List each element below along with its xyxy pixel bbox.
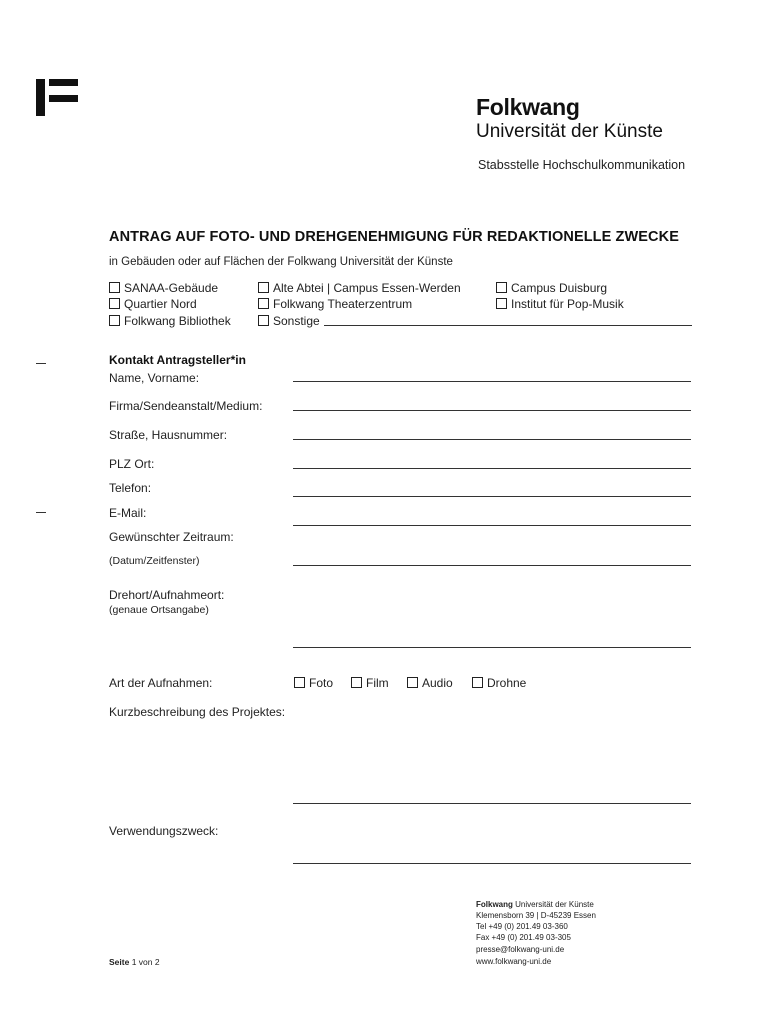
checkbox-icon[interactable] <box>258 282 269 293</box>
type-label: Art der Aufnahmen: <box>109 676 213 690</box>
location-option[interactable]: Sonstige <box>258 314 320 328</box>
street-label: Straße, Hausnummer: <box>109 428 228 442</box>
department-name: Stabsstelle Hochschulkommunikation <box>478 158 686 172</box>
checkbox-icon[interactable] <box>472 677 483 688</box>
checkbox-icon[interactable] <box>351 677 362 688</box>
location-label: Drehort/Aufnahmeort: <box>109 588 225 602</box>
purpose-label: Verwendungszweck: <box>109 824 219 838</box>
form-title: ANTRAG AUF FOTO- UND DREHGENEHMIGUNG FÜR REDAKTIONELLE ZWECKE <box>109 229 679 245</box>
email-field[interactable] <box>293 525 691 526</box>
checkbox-icon[interactable] <box>294 677 305 688</box>
company-label: Firma/Sendeanstalt/Medium: <box>109 399 263 413</box>
location-hint: (genaue Ortsangabe) <box>109 604 209 616</box>
description-field[interactable] <box>293 803 691 804</box>
purpose-field[interactable] <box>293 863 691 864</box>
brand-name: Folkwang <box>476 94 580 120</box>
checkbox-icon[interactable] <box>407 677 418 688</box>
folkwang-logo <box>36 79 78 116</box>
location-option[interactable]: Folkwang Bibliothek <box>109 314 231 328</box>
location-option[interactable]: Campus Duisburg <box>496 281 607 295</box>
phone-field[interactable] <box>293 496 691 497</box>
form-subtitle: in Gebäuden oder auf Flächen der Folkwang Universität der Künste <box>109 256 453 268</box>
other-location-line[interactable] <box>324 325 692 326</box>
checkbox-icon[interactable] <box>258 315 269 326</box>
footer-institution: Folkwang Universität der Künste <box>476 900 594 909</box>
period-label: Gewünschter Zeitraum: <box>109 530 234 544</box>
location-option[interactable]: Alte Abtei | Campus Essen-Werden <box>258 281 461 295</box>
location-field[interactable] <box>293 647 691 648</box>
section-contact: Kontakt Antragsteller*in <box>109 353 246 367</box>
page-number: Seite 1 von 2 <box>109 957 160 967</box>
company-field[interactable] <box>293 410 691 411</box>
checkbox-icon[interactable] <box>496 298 507 309</box>
type-option-film[interactable]: Film <box>351 676 389 690</box>
fold-mark <box>36 512 46 513</box>
phone-label: Telefon: <box>109 481 152 495</box>
fold-mark <box>36 363 46 364</box>
name-field[interactable] <box>293 381 691 382</box>
footer-website[interactable]: www.folkwang-uni.de <box>476 957 552 966</box>
checkbox-icon[interactable] <box>109 298 120 309</box>
type-option-drohne[interactable]: Drohne <box>472 676 526 690</box>
location-option[interactable]: SANAA-Gebäude <box>109 281 218 295</box>
location-option[interactable]: Quartier Nord <box>109 297 197 311</box>
city-label: PLZ Ort: <box>109 457 155 471</box>
type-option-foto[interactable]: Foto <box>294 676 333 690</box>
footer-fax: Fax +49 (0) 201.49 03-305 <box>476 933 571 942</box>
location-option[interactable]: Institut für Pop-Musik <box>496 297 624 311</box>
type-option-audio[interactable]: Audio <box>407 676 453 690</box>
street-field[interactable] <box>293 439 691 440</box>
footer-email[interactable]: presse@folkwang-uni.de <box>476 945 565 954</box>
period-hint: (Datum/Zeitfenster) <box>109 555 200 567</box>
checkbox-icon[interactable] <box>258 298 269 309</box>
name-label: Name, Vorname: <box>109 371 200 385</box>
footer-phone: Tel +49 (0) 201.49 03-360 <box>476 922 568 931</box>
brand-subtitle: Universität der Künste <box>476 121 663 142</box>
period-field[interactable] <box>293 565 691 566</box>
city-field[interactable] <box>293 468 691 469</box>
checkbox-icon[interactable] <box>109 315 120 326</box>
checkbox-icon[interactable] <box>109 282 120 293</box>
email-label: E-Mail: <box>109 506 147 520</box>
footer-address: Klemensborn 39 | D-45239 Essen <box>476 911 596 920</box>
location-option[interactable]: Folkwang Theaterzentrum <box>258 297 412 311</box>
checkbox-icon[interactable] <box>496 282 507 293</box>
description-label: Kurzbeschreibung des Projektes: <box>109 705 286 719</box>
